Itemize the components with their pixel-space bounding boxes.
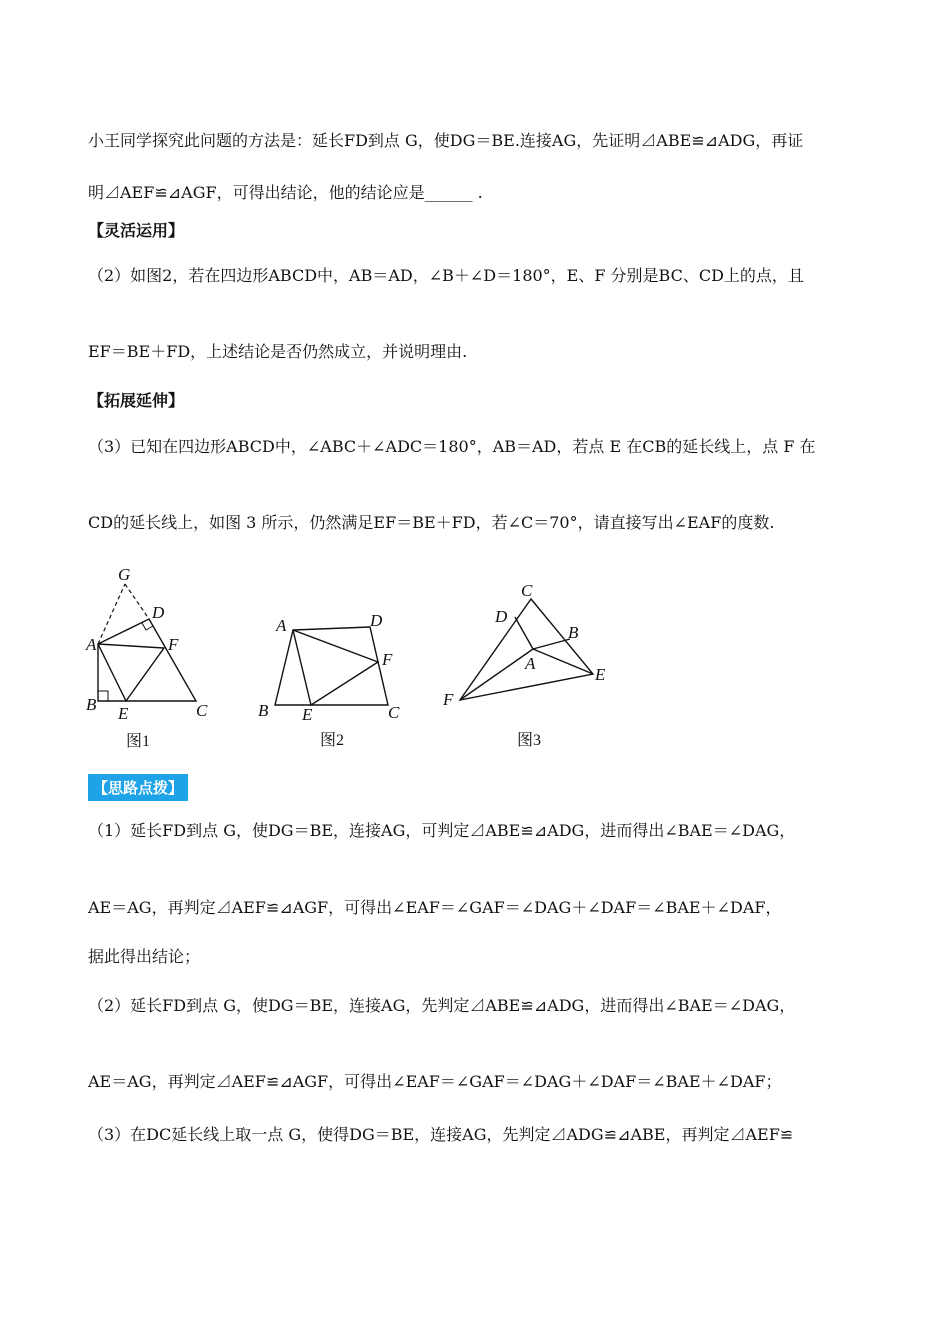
figure-1 [80, 562, 230, 754]
fig1-quadrilateral [98, 619, 196, 701]
fig2-label-a: A [276, 616, 287, 635]
fig1-segment-ag [98, 584, 125, 644]
fig3-caption: 图3 [517, 732, 542, 749]
fig2-label-d: D [370, 611, 383, 630]
fig1-label-c: C [196, 701, 208, 720]
fig3-label-b: B [568, 623, 579, 642]
fig3-label-f: F [443, 690, 454, 709]
figure-2 [250, 600, 420, 754]
figure-3 [435, 572, 625, 754]
fig1-label-e: E [118, 704, 129, 723]
fig1-label-a: A [86, 635, 97, 654]
fig1-label-f: F [168, 635, 179, 654]
hint-badge: 【思路点拨】 [88, 774, 188, 801]
solution-2-line-2: AE＝AG，再判定⊿AEF≌⊿AGF，可得出∠EAF＝∠GAF＝∠DAG＋∠DAF＝∠BAE＋∠DAF； [88, 1072, 782, 1091]
fig3-label-e: E [595, 665, 606, 684]
problem-2-text-line-1: （2）如图2，若在四边形ABCD中，AB＝AD，∠B＋∠D＝180°，E、F 分别是BC、CD上的点，且 [88, 266, 804, 285]
problem-2-text-line-2: EF＝BE＋FD，上述结论是否仍然成立，并说明理由. [88, 342, 468, 361]
fig1-label-d: D [152, 603, 165, 622]
solution-1-line-2: AE＝AG，再判定⊿AEF≌⊿AGF，可得出∠EAF＝∠GAF＝∠DAG＋∠DAF＝∠BAE＋∠DAF， [88, 898, 782, 917]
fig1-segment-gd [125, 584, 149, 619]
section-heading-flexible-use: 【灵活运用】 [88, 221, 185, 240]
fig2-label-c: C [388, 703, 400, 722]
fig2-label-b: B [258, 701, 269, 720]
fig3-outer-triangle [460, 599, 593, 700]
fig3-segment-ab [533, 639, 570, 649]
fig2-label-f: F [382, 650, 393, 669]
fig2-triangle-aef [293, 630, 378, 705]
fig3-label-d: D [495, 607, 508, 626]
fig3-segment-ae [533, 649, 593, 674]
solution-1-line-1: （1）延长FD到点 G，使DG＝BE，连接AG，可判定⊿ABE≌⊿ADG，进而得出∠BAE＝∠DAG， [88, 821, 796, 840]
fig1-label-g: G [118, 565, 131, 584]
problem-3-text-line-1: （3）已知在四边形ABCD中，∠ABC＋∠ADC＝180°，AB＝AD，若点 E 在CB的延长线上，点 F 在 [88, 437, 816, 456]
fig3-segment-da [515, 617, 533, 649]
solution-1-line-3: 据此得出结论； [88, 947, 201, 966]
fig3-label-c: C [521, 581, 533, 600]
solution-2-line-1: （2）延长FD到点 G，使DG＝BE，连接AG，先判定⊿ABE≌⊿ADG，进而得出∠BAE＝∠DAG， [88, 996, 796, 1015]
problem-3-text-line-2: CD的延长线上，如图 3 所示，仍然满足EF＝BE＋FD，若∠C＝70°，请直接写出∠EAF的度数. [88, 513, 775, 532]
solution-3-line-1: （3）在DC延长线上取一点 G，使得DG＝BE，连接AG，先判定⊿ADG≌⊿ABE，再判定⊿AEF≌ [88, 1125, 794, 1144]
section-heading-extension: 【拓展延伸】 [88, 391, 185, 410]
problem-text-line-2: 明⊿AEF≌⊿AGF，可得出结论，他的结论应是______ . [88, 183, 483, 202]
fig2-label-e: E [302, 705, 313, 724]
problem-text-line-1: 小王同学探究此问题的方法是：延长FD到点 G，使DG＝BE.连接AG，先证明⊿ABE≌⊿ADG，再证 [88, 131, 804, 150]
fig1-label-b: B [86, 695, 97, 714]
fig2-caption: 图2 [320, 732, 345, 749]
fig1-caption: 图1 [126, 733, 151, 750]
fig3-label-a: A [525, 654, 536, 673]
fig1-right-angle-b [98, 691, 108, 701]
